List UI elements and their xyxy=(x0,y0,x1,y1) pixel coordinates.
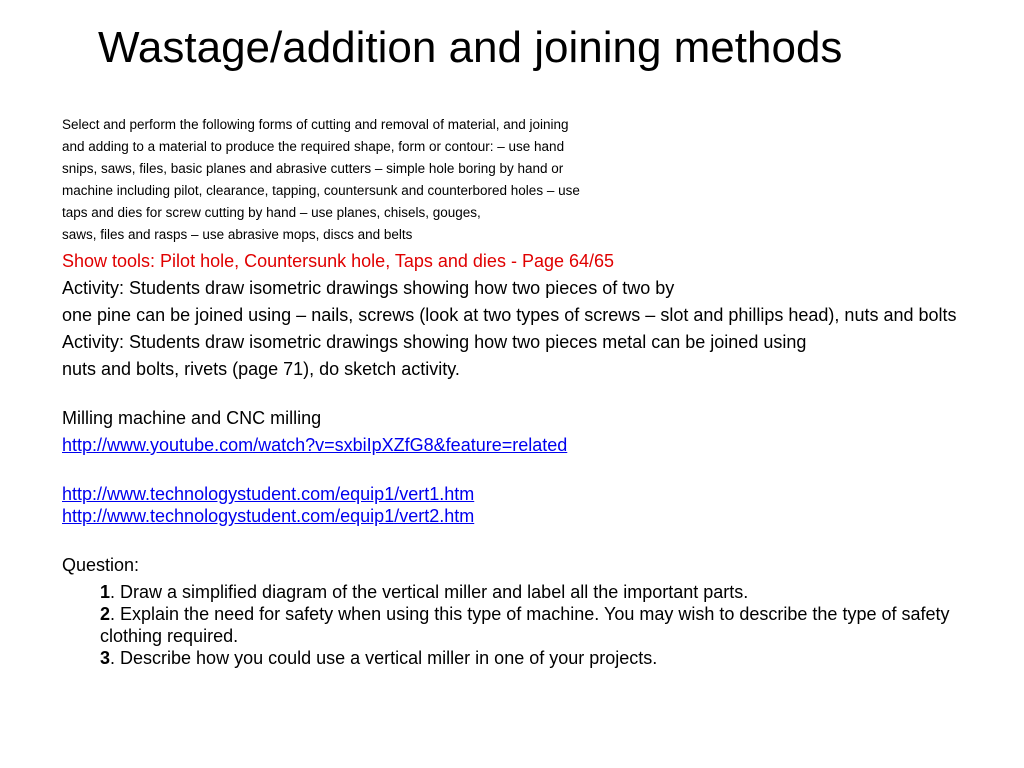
intro-line: saws, files and rasps – use abrasive mops, discs and belts xyxy=(62,227,413,242)
intro-line: Select and perform the following forms of cutting and removal of material, and joining xyxy=(62,117,569,132)
question-text: . Draw a simplified diagram of the vertical miller and label all the important parts. xyxy=(110,582,749,602)
activity-1-line-2: one pine can be joined using – nails, screws (look at two types of screws – slot and phillips head), nuts and bolts xyxy=(62,305,957,325)
activity-2-line-2: nuts and bolts, rivets (page 71), do sketch activity. xyxy=(62,359,460,379)
question-item xyxy=(100,647,972,669)
show-tools-note: Show tools: Pilot hole, Countersunk hole, Taps and dies - Page 64/65 xyxy=(62,251,615,271)
question-list xyxy=(62,581,972,669)
activity-2-line-1: Activity: Students draw isometric drawings showing how two pieces metal can be joined using xyxy=(62,332,807,352)
intro-line: taps and dies for screw cutting by hand – use planes, chisels, gouges, xyxy=(62,205,481,220)
slide-body xyxy=(62,114,972,669)
youtube-link[interactable]: http://www.youtube.com/watch?v=sxbiIpXZfG8&feature=related xyxy=(62,435,568,455)
slide-title: Wastage/addition and joining methods xyxy=(98,23,843,72)
question-label: Question: xyxy=(62,555,140,575)
question-number: 1 xyxy=(100,582,111,602)
intro-line: snips, saws, files, basic planes and abrasive cutters – simple hole boring by hand or xyxy=(62,161,564,176)
question-item xyxy=(100,581,972,603)
intro-line: and adding to a material to produce the required shape, form or contour: – use hand xyxy=(62,139,565,154)
activity-1-line-1: Activity: Students draw isometric drawings showing how two pieces of two by xyxy=(62,278,675,298)
milling-heading: Milling machine and CNC milling xyxy=(62,408,322,428)
question-text: . Describe how you could use a vertical miller in one of your projects. xyxy=(110,648,658,668)
intro-paragraph xyxy=(62,114,972,246)
vert2-link[interactable]: http://www.technologystudent.com/equip1/vert2.htm xyxy=(62,506,475,526)
question-number: 2 xyxy=(100,604,111,624)
question-number: 3 xyxy=(100,648,111,668)
intro-line: machine including pilot, clearance, tapping, countersunk and counterbored holes – use xyxy=(62,183,580,198)
question-item xyxy=(100,603,972,647)
question-text: . Explain the need for safety when using this type of machine. You may wish to describe the type of safety clothing required. xyxy=(100,604,950,646)
vert1-link[interactable]: http://www.technologystudent.com/equip1/vert1.htm xyxy=(62,484,475,504)
